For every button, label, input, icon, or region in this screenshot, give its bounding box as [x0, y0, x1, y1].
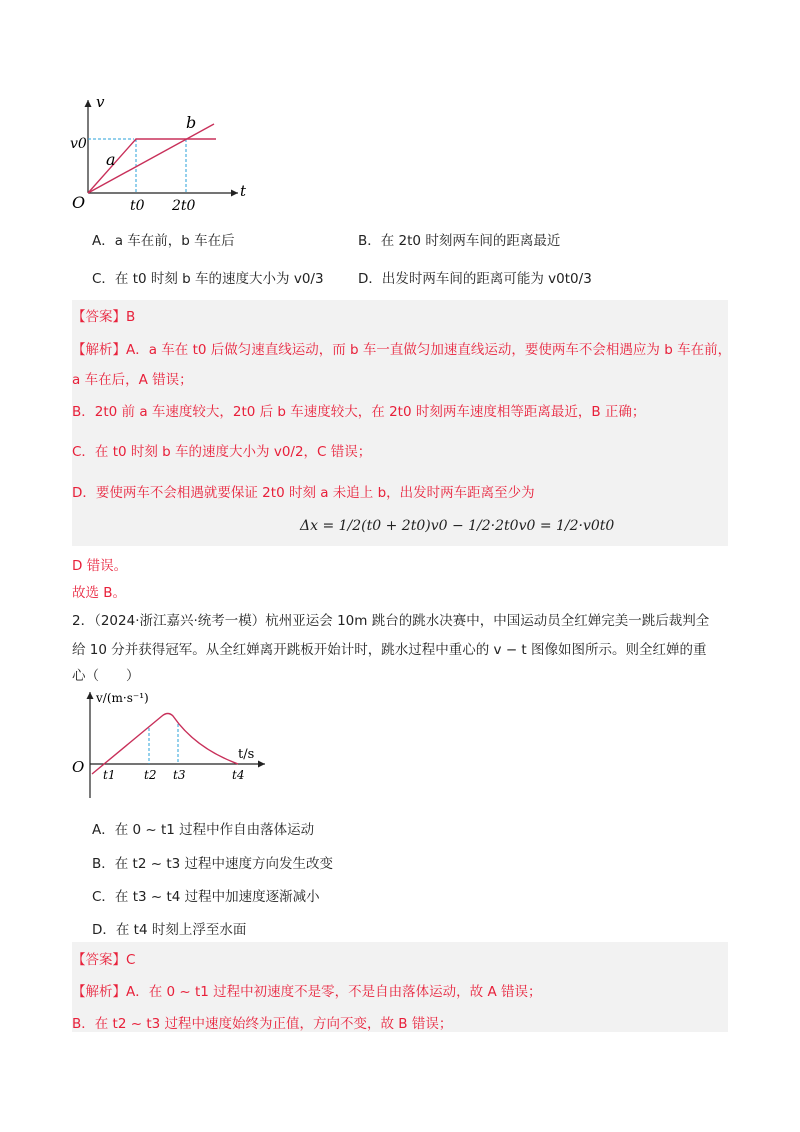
q2-analysis-b: B．在 t2 ~ t3 过程中速度始终为正值，方向不变，故 B 错误； [72, 1016, 453, 1032]
q2-answer: 【答案】C [72, 952, 136, 968]
q1-analysis-a2: a 车在后，A 错误； [72, 372, 193, 388]
q1-final: 故选 B。 [72, 585, 127, 601]
q1-d-end: D 错误。 [72, 558, 128, 574]
q1-answer: 【答案】B [72, 309, 136, 325]
q2-axis-t-label: t/s [238, 747, 255, 762]
q1-2t0-label: 2t0 [172, 198, 196, 214]
q2-analysis-a [72, 980, 542, 1000]
q1-analysis-a-text: A．a 车在 t0 后做匀速直线运动，而 b 车一直做匀加速直线运动，要使两车不会相遇应为 b 车在前， [126, 342, 732, 358]
q2-option-d[interactable]: D．在 t4 时刻上浮至水面 [92, 922, 247, 938]
q2-axis-v-label: v/(m·s⁻¹) [96, 691, 149, 705]
q2-t3-label: t3 [173, 768, 186, 782]
q1-analysis-b: B．2t0 前 a 车速度较大，2t0 后 b 车速度较大，在 2t0 时刻两车速度相等距离最近，B 正确； [72, 404, 646, 420]
q1-axis-v-label: v [96, 93, 105, 111]
q2-stem-line2: 给 10 分并获得冠军。从全红婵离开跳板开始计时，跳水过程中重心的 v − t 图像如图所示。则全红婵的重 [72, 642, 707, 658]
q1-analysis-c: C．在 t0 时刻 b 车的速度大小为 v0/2，C 错误； [72, 444, 372, 460]
q1-analysis-a [72, 338, 731, 358]
q1-analysis-label: 【解析】 [72, 342, 126, 358]
q2-t4-label: t4 [232, 768, 245, 782]
q1-axis-t-label: t [240, 182, 247, 200]
q2-option-c[interactable]: C．在 t3 ~ t4 过程中加速度逐渐减小 [92, 889, 320, 905]
q1-origin-label: O [72, 193, 86, 212]
q1-formula: Δx = 1/2(t0 + 2t0)v0 − 1/2·2t0v0 = 1/2·v0t0 [300, 518, 615, 534]
q2-t2-label: t2 [144, 768, 157, 782]
q1-vt-graph [66, 92, 256, 222]
q2-vt-graph [70, 686, 280, 806]
q2-stem-line3: 心（ ） [72, 668, 140, 684]
q2-option-a[interactable]: A．在 0 ~ t1 过程中作自由落体运动 [92, 822, 315, 838]
q1-t0-label: t0 [130, 198, 145, 214]
q1-answer-block [72, 300, 728, 546]
q2-origin-label: O [72, 758, 85, 776]
q2-option-b[interactable]: B．在 t2 ~ t3 过程中速度方向发生改变 [92, 856, 334, 872]
q1-option-a[interactable]: A．a 车在前，b 车在后 [92, 233, 235, 249]
q2-analysis-a-text: A．在 0 ~ t1 过程中初速度不是零，不是自由落体运动，故 A 错误； [126, 984, 542, 1000]
q1-b-label: b [186, 113, 197, 132]
q1-a-label: a [106, 150, 116, 169]
q1-option-d[interactable]: D．出发时两车间的距离可能为 v0t0/3 [358, 271, 592, 287]
q2-stem-line1: 2．（2024·浙江嘉兴·统考一模）杭州亚运会 10m 跳台的跳水决赛中，中国运动员全红婵完美一跳后裁判全 [72, 613, 710, 629]
q2-t1-label: t1 [103, 768, 116, 782]
q1-v0-label: v0 [70, 136, 87, 152]
q2-analysis-label: 【解析】 [72, 984, 126, 1000]
q1-analysis-d: D．要使两车不会相遇就要保证 2t0 时刻 a 未追上 b，出发时两车距离至少为 [72, 485, 535, 501]
q1-option-c[interactable]: C．在 t0 时刻 b 车的速度大小为 v0/3 [92, 271, 324, 287]
q1-option-b[interactable]: B．在 2t0 时刻两车间的距离最近 [358, 233, 561, 249]
q2-v-curve [92, 714, 238, 775]
